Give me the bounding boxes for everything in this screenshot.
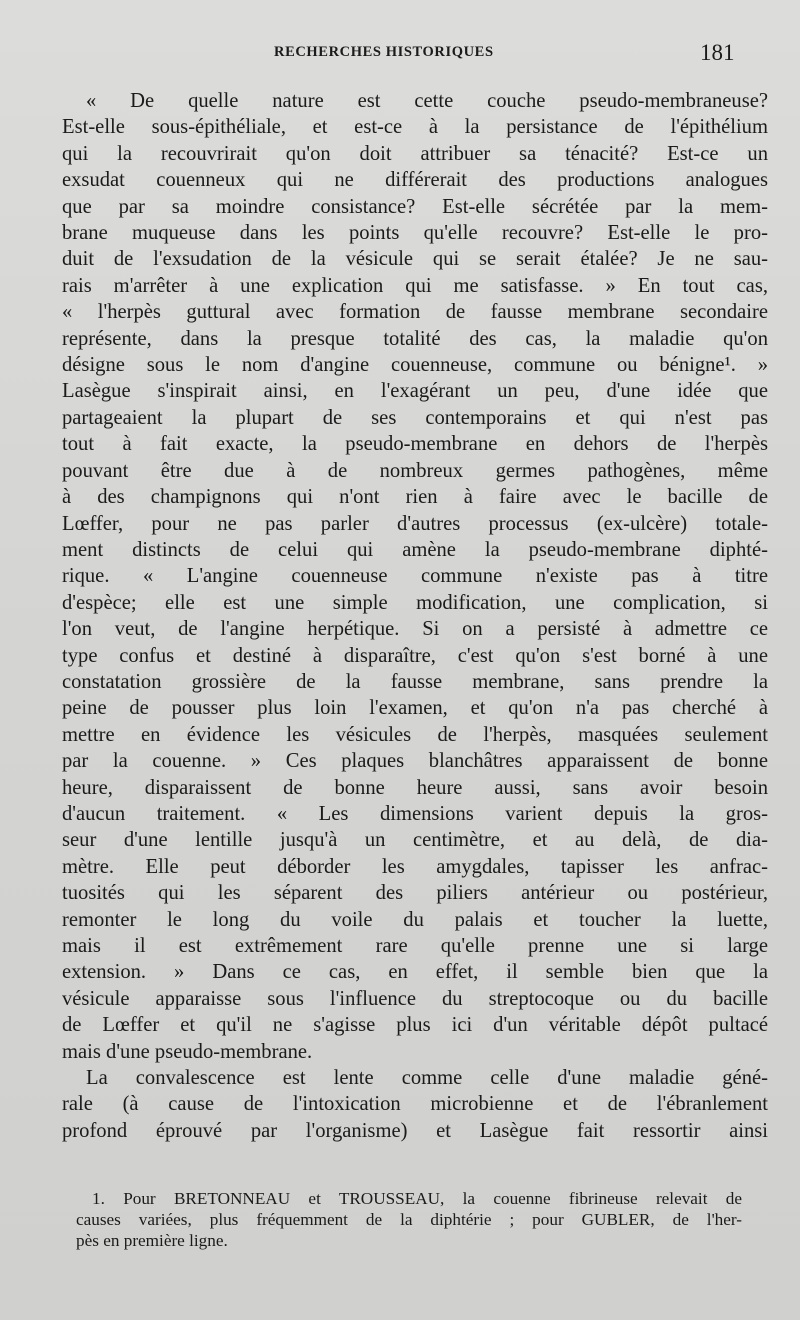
text-line: pouvant être due à de nombreux germes pathogènes, même: [62, 459, 768, 482]
text-line: mètre. Elle peut déborder les amygdales, tapisser les anfrac-: [62, 855, 768, 878]
text-line: La convalescence est lente comme celle d'une maladie géné-: [86, 1067, 768, 1090]
running-title: RECHERCHES HISTORIQUES: [274, 44, 494, 60]
text-line: d'espèce; elle est une simple modification, une complication, si: [62, 591, 768, 614]
text-line: Lœffer, pour ne pas parler d'autres processus (ex-ulcère) totale-: [62, 512, 768, 535]
text-line: représente, dans la presque totalité des cas, la maladie qu'on: [62, 327, 768, 350]
text-line: tout à fait exacte, la pseudo-membrane en dehors de l'herpès: [62, 433, 768, 456]
text-line: brane muqueuse dans les points qu'elle recouvre? Est-elle le pro-: [62, 222, 768, 245]
text-line: « De quelle nature est cette couche pseudo-membraneuse?: [86, 90, 768, 112]
text-line: profond éprouvé par l'organisme) et Lasègue fait ressortir ainsi: [62, 1119, 768, 1142]
footnote-line: 1. Pour BRETONNEAU et TROUSSEAU, la couenne fibrineuse relevait de: [92, 1189, 742, 1208]
text-line: « l'herpès guttural avec formation de fausse membrane secondaire: [62, 301, 768, 324]
text-line: rais m'arrêter à une explication qui me satisfasse. » En tout cas,: [62, 274, 768, 297]
text-line: ment distincts de celui qui amène la pseudo-membrane diphté-: [62, 538, 768, 561]
text-line: seur d'une lentille jusqu'à un centimètre, et au delà, de dia-: [62, 829, 768, 852]
footnote-line: causes variées, plus fréquemment de la diphtérie ; pour GUBLER, de l'her-: [76, 1210, 742, 1229]
text-line: mais d'une pseudo-membrane.: [62, 1040, 313, 1063]
text-line: constatation grossière de la fausse membrane, sans prendre la: [62, 670, 768, 693]
text-line: vésicule apparaisse sous l'influence du streptocoque ou du bacille: [62, 987, 768, 1010]
text-line: désigne sous le nom d'angine couenneuse, commune ou bénigne¹. »: [62, 354, 768, 377]
text-line: l'on veut, de l'angine herpétique. Si on a persisté à admettre ce: [62, 618, 768, 641]
text-line: remonter le long du voile du palais et toucher la luette,: [62, 908, 768, 931]
text-line: type confus et destiné à disparaître, c'est qu'on s'est borné à une: [62, 644, 768, 667]
text-line: Est-elle sous-épithéliale, et est-ce à la persistance de l'épithélium: [62, 116, 768, 139]
text-line: exsudat couenneux qui ne différerait des productions analogues: [62, 169, 768, 192]
text-line: à des champignons qui n'ont rien à faire avec le bacille de: [62, 486, 768, 509]
text-line: Lasègue s'inspirait ainsi, en l'exagérant un peu, d'une idée que: [62, 380, 768, 403]
text-line: de Lœffer et qu'il ne s'agisse plus ici d'un véritable dépôt pultacé: [62, 1014, 768, 1037]
text-line: duit de l'exsudation de la vésicule qui se serait étalée? Je ne sau-: [62, 248, 768, 271]
footnote-line: pès en première ligne.: [76, 1231, 228, 1250]
text-line: rique. « L'angine couenneuse commune n'existe pas à titre: [62, 565, 768, 588]
main-text: [62, 88, 768, 1144]
text-line: rale (à cause de l'intoxication microbienne et de l'ébranlement: [62, 1093, 768, 1116]
text-line: extension. » Dans ce cas, en effet, il semble bien que la: [62, 961, 768, 984]
text-line: d'aucun traitement. « Les dimensions varient depuis la gros-: [62, 802, 768, 825]
text-line: mais il est extrêmement rare qu'elle prenne une si large: [62, 935, 768, 957]
page-number: 181: [700, 40, 735, 65]
text-line: par la couenne. » Ces plaques blanchâtres apparaissent de bonne: [62, 750, 768, 773]
text-line: qui la recouvrirait qu'on doit attribuer sa ténacité? Est-ce un: [62, 142, 768, 165]
text-line: partageaient la plupart de ses contemporains et qui n'est pas: [62, 406, 768, 429]
text-line: tuosités qui les séparent des piliers antérieur ou postérieur,: [62, 882, 768, 905]
footnote: [76, 1188, 742, 1251]
text-line: que par sa moindre consistance? Est-elle sécrétée par la mem-: [62, 195, 768, 218]
text-line: peine de pousser plus loin l'examen, et qu'on n'a pas cherché à: [62, 697, 768, 720]
text-line: heure, disparaissent de bonne heure aussi, sans avoir besoin: [62, 776, 768, 799]
text-line: mettre en évidence les vésicules de l'herpès, masquées seulement: [62, 723, 768, 746]
